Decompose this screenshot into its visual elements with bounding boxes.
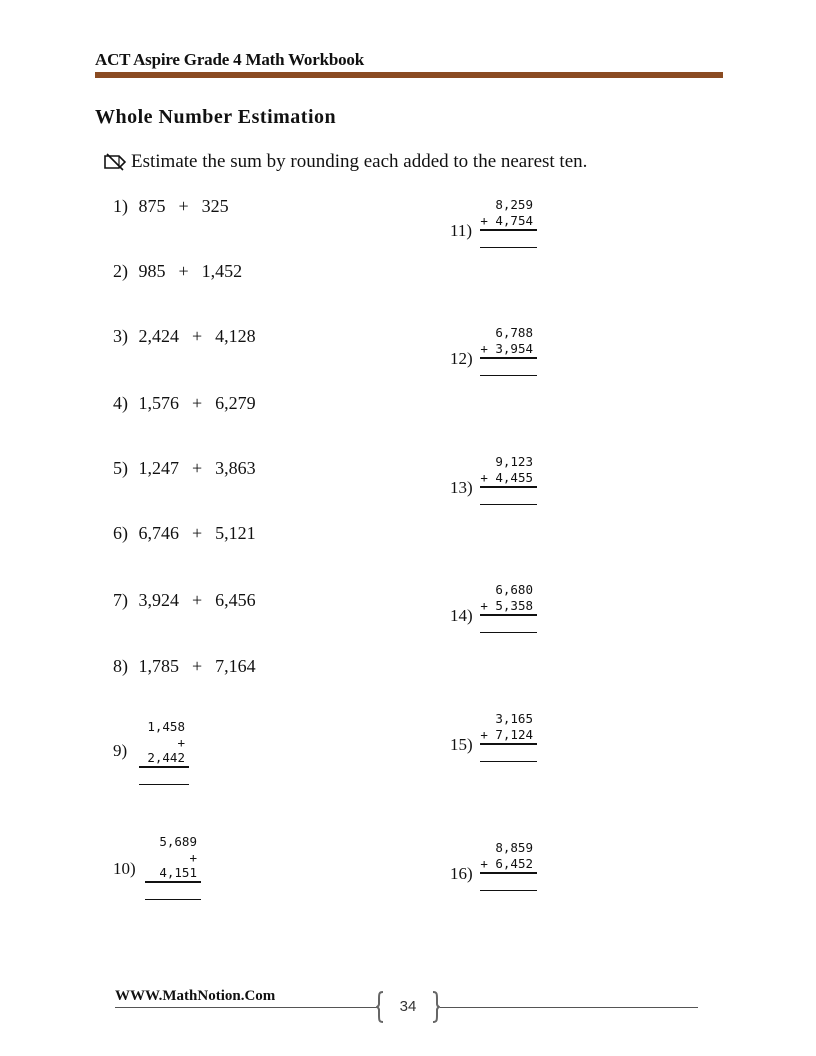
addend-bottom: + 4,151 [159, 850, 197, 880]
addend-top: 8,859 [495, 840, 533, 855]
page-number-box [376, 991, 440, 1023]
problem-number: 9) [113, 741, 128, 760]
problem-number: 16) [450, 864, 473, 883]
problem-10-stack [145, 834, 201, 900]
problem-9-stack [139, 719, 189, 785]
problem-number: 2) [113, 261, 128, 281]
sum-bar [139, 766, 189, 768]
problem-4 [113, 393, 256, 414]
problem-number: 5) [113, 458, 128, 478]
problem-5 [113, 458, 256, 479]
problem-expression: 3,924 + 6,456 [138, 590, 256, 610]
problem-3 [113, 326, 256, 347]
problem-expression: 985 + 1,452 [138, 261, 243, 281]
problem-number: 10) [113, 859, 136, 878]
problem-12-stack [480, 325, 537, 376]
answer-line [480, 890, 537, 891]
addend-bottom: + 4,455 [480, 470, 533, 485]
answer-line [480, 632, 537, 633]
addend-top: 6,788 [495, 325, 533, 340]
problem-2 [113, 261, 242, 282]
sum-bar [480, 229, 537, 231]
footer-rule-right [440, 1007, 698, 1008]
problem-13-stack [480, 454, 537, 505]
problem-number: 14) [450, 606, 473, 625]
instruction [103, 151, 587, 173]
problem-number: 11) [450, 221, 473, 240]
addend-bottom: + 7,124 [480, 727, 533, 742]
problem-14-stack [480, 582, 537, 633]
problem-number: 7) [113, 590, 128, 610]
footer-rule-left [115, 1007, 377, 1008]
pencil-icon [103, 152, 129, 172]
addend-top: 3,165 [495, 711, 533, 726]
answer-line [480, 504, 537, 505]
answer-line [480, 375, 537, 376]
footer-url: WWW.MathNotion.Com [115, 988, 276, 1004]
right-brace-icon [432, 991, 440, 1023]
problem-expression: 2,424 + 4,128 [138, 326, 256, 346]
problem-number: 13) [450, 478, 473, 497]
answer-line [480, 761, 537, 762]
problem-expression: 1,576 + 6,279 [138, 393, 256, 413]
addend-bottom: + 2,442 [147, 735, 185, 765]
sum-bar [145, 881, 201, 883]
problem-6 [113, 523, 256, 544]
problem-7 [113, 590, 256, 611]
sum-bar [480, 872, 537, 874]
page-number: 34 [399, 998, 417, 1015]
problem-15-stack [480, 711, 537, 762]
sum-bar [480, 357, 537, 359]
addend-top: 8,259 [495, 197, 533, 212]
problem-number: 12) [450, 349, 473, 368]
section-title: Whole Number Estimation [95, 106, 337, 128]
problem-number: 4) [113, 393, 128, 413]
sum-bar [480, 743, 537, 745]
problem-expression: 1,785 + 7,164 [138, 656, 256, 676]
problem-11-stack [480, 197, 537, 248]
problem-expression: 6,746 + 5,121 [138, 523, 256, 543]
answer-line [139, 784, 189, 785]
problem-number: 6) [113, 523, 128, 543]
answer-line [145, 899, 201, 900]
problem-number: 1) [113, 196, 128, 216]
problem-expression: 875 + 325 [138, 196, 229, 216]
addend-top: 6,680 [495, 582, 533, 597]
sum-bar [480, 486, 537, 488]
addend-bottom: + 4,754 [480, 213, 533, 228]
header-rule [95, 72, 723, 78]
addend-top: 9,123 [495, 454, 533, 469]
sum-bar [480, 614, 537, 616]
problem-1 [113, 196, 229, 217]
addend-bottom: + 6,452 [480, 856, 533, 871]
problem-number: 3) [113, 326, 128, 346]
problem-number: 15) [450, 735, 473, 754]
instruction-text: Estimate the sum by rounding each added to the nearest ten. [131, 151, 588, 172]
problem-expression: 1,247 + 3,863 [138, 458, 256, 478]
addend-bottom: + 5,358 [480, 598, 533, 613]
answer-line [480, 247, 537, 248]
problem-8 [113, 656, 256, 677]
workbook-title: ACT Aspire Grade 4 Math Workbook [95, 50, 364, 69]
addend-top: 1,458 [147, 719, 185, 734]
addend-bottom: + 3,954 [480, 341, 533, 356]
problem-16-stack [480, 840, 537, 891]
problem-number: 8) [113, 656, 128, 676]
addend-top: 5,689 [159, 834, 197, 849]
